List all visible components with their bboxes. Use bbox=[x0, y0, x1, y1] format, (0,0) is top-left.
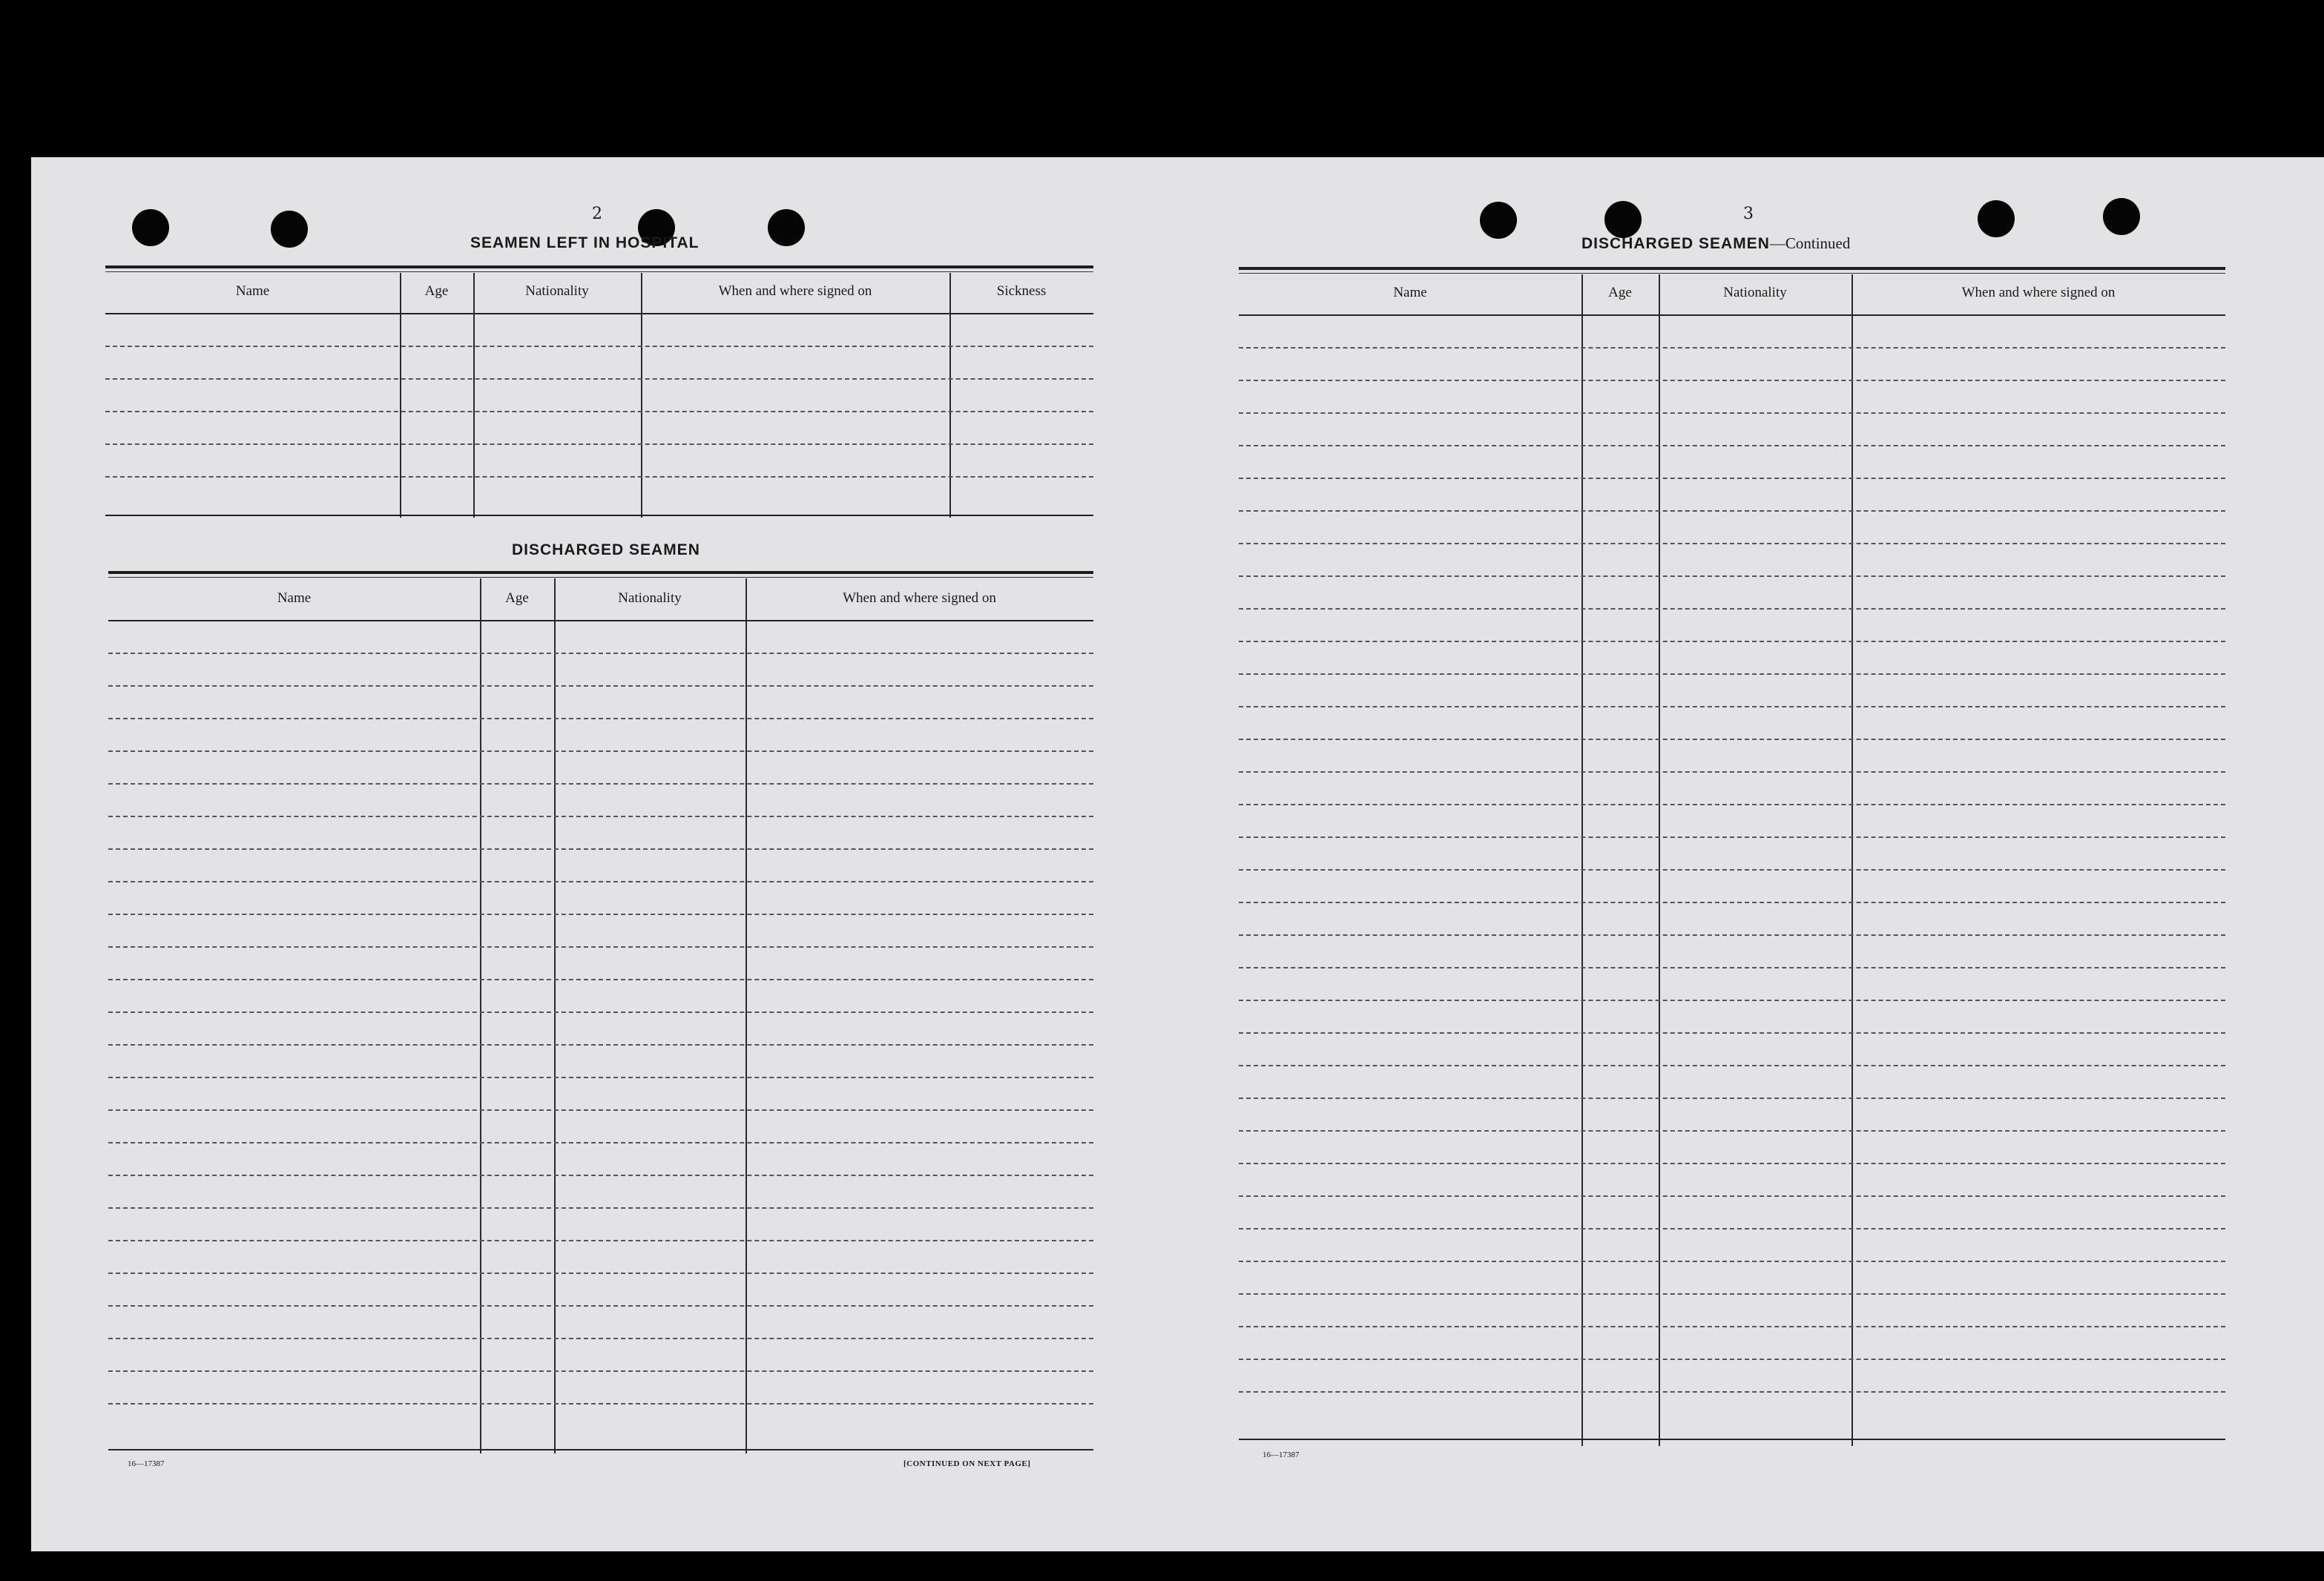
col-header-age: Age bbox=[505, 590, 529, 606]
discharged-section-title: DISCHARGED SEAMEN bbox=[512, 541, 700, 558]
form-number: 16—17387 bbox=[1263, 1450, 1300, 1459]
manifest-sheet bbox=[31, 157, 2324, 1551]
hospital-table bbox=[105, 265, 1093, 518]
punch-hole bbox=[2103, 198, 2140, 235]
col-header-age: Age bbox=[424, 283, 449, 299]
punch-hole bbox=[1480, 202, 1517, 239]
discharged-table-right bbox=[1239, 267, 2225, 1446]
hospital-section-title: SEAMEN LEFT IN HOSPITAL bbox=[470, 234, 699, 251]
page-number: 3 bbox=[1743, 205, 1754, 223]
col-header-signed-on: When and where signed on bbox=[1961, 285, 2116, 300]
col-header-age: Age bbox=[1608, 285, 1632, 300]
punch-hole bbox=[132, 209, 169, 246]
punch-hole bbox=[1604, 201, 1642, 238]
discharged-table-left bbox=[108, 571, 1093, 1453]
col-header-signed-on: When and where signed on bbox=[718, 283, 872, 299]
continued-note: [CONTINUED ON NEXT PAGE] bbox=[903, 1459, 1031, 1468]
form-number: 16—17387 bbox=[128, 1459, 165, 1468]
punch-hole bbox=[1978, 200, 2015, 237]
punch-hole bbox=[768, 209, 805, 246]
page-number: 2 bbox=[592, 205, 602, 223]
col-header-signed-on: When and where signed on bbox=[843, 590, 996, 606]
title-main: DISCHARGED SEAMEN bbox=[1581, 235, 1770, 252]
col-header-name: Name bbox=[1393, 285, 1427, 300]
punch-hole bbox=[271, 211, 308, 248]
title-suffix: —Continued bbox=[1769, 234, 1851, 252]
col-header-name: Name bbox=[235, 283, 270, 299]
discharged-continued-title bbox=[1581, 234, 1850, 253]
col-header-nationality: Nationality bbox=[525, 283, 589, 299]
col-header-nationality: Nationality bbox=[1723, 285, 1787, 300]
col-header-name: Name bbox=[277, 590, 312, 606]
col-header-sickness: Sickness bbox=[996, 283, 1047, 299]
col-header-nationality: Nationality bbox=[618, 590, 682, 606]
